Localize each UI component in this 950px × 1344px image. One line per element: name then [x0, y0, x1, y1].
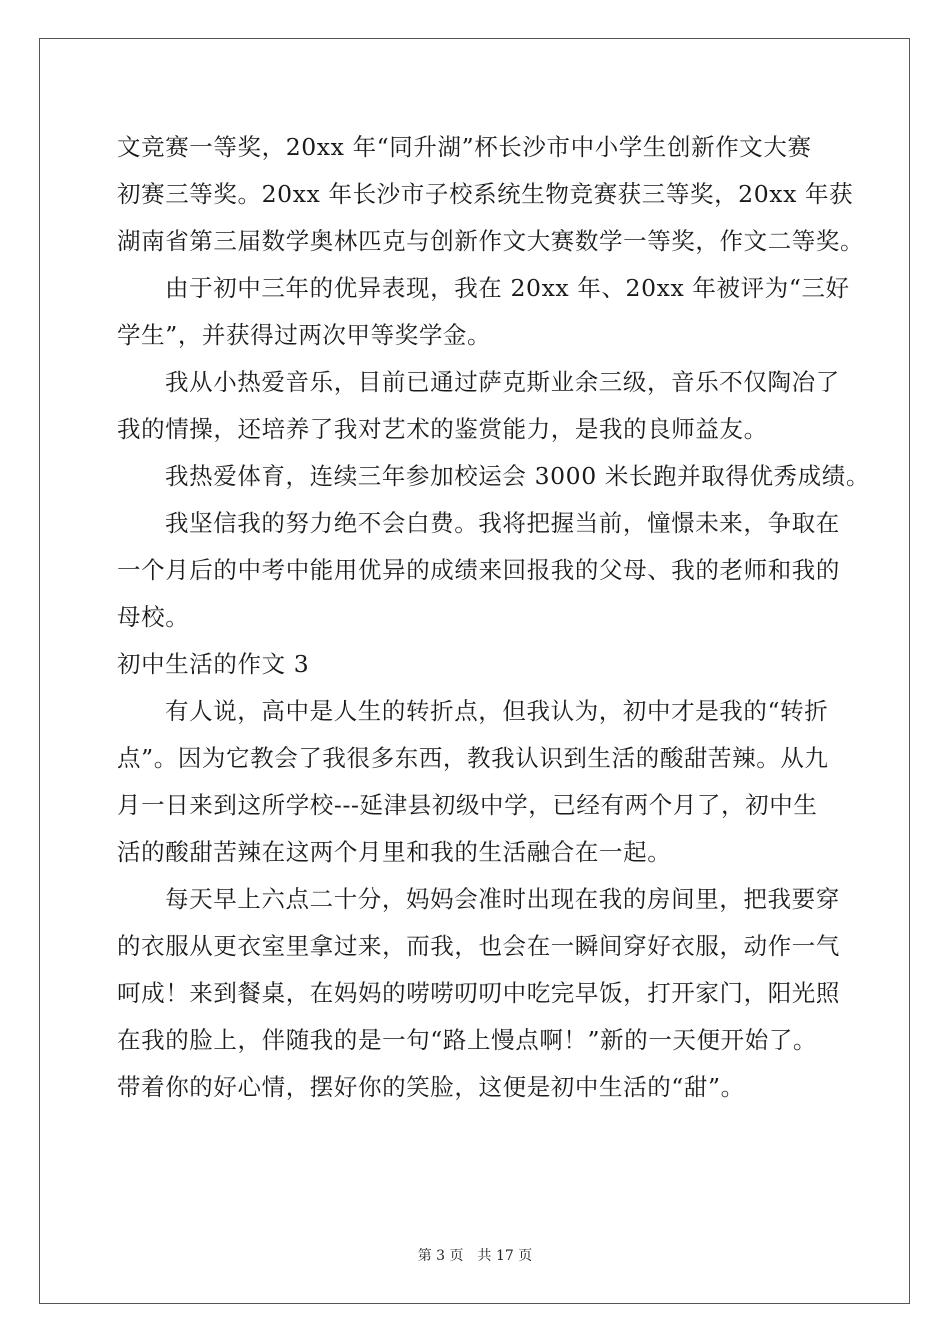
text-line: 点”。因为它教会了我很多东西，教我认识到生活的酸甜苦辣。从九: [117, 744, 829, 772]
text-line: 母校。: [117, 603, 190, 631]
text-line: 每天早上六点二十分，妈妈会准时出现在我的房间里，把我要穿: [165, 885, 840, 913]
paragraph: [117, 265, 850, 359]
text-line: 初赛三等奖。20xx 年长沙市子校系统生物竞赛获三等奖，20xx 年获: [117, 180, 854, 208]
text-line: 湖南省第三届数学奥林匹克与创新作文大赛数学一等奖，作文二等奖。: [117, 227, 865, 255]
text-line: 带着你的好心情，摆好你的笑脸，这便是初中生活的“甜”。: [117, 1073, 745, 1101]
paragraph: [117, 124, 865, 265]
page-footer: [0, 1245, 950, 1265]
text-line: 我从小热爱音乐，目前已通过萨克斯业余三级，音乐不仅陶冶了: [165, 368, 840, 396]
paragraph: [117, 500, 840, 641]
paragraph: [117, 359, 840, 453]
section-heading: [117, 641, 837, 688]
text-line: 月一日来到这所学校---延津县初级中学，已经有两个月了，初中生: [117, 791, 818, 819]
text-line: 学生”，并获得过两次甲等奖学金。: [117, 321, 492, 349]
text-line: 文竞赛一等奖，20xx 年“同升湖”杯长沙市中小学生创新作文大赛: [117, 133, 812, 161]
paragraph: [117, 688, 837, 876]
page-number: 第 3 页: [417, 1248, 464, 1264]
paragraph: [117, 453, 870, 500]
total-pages: 共 17 页: [477, 1248, 533, 1264]
text-line: 有人说，高中是人生的转折点，但我认为，初中才是我的“转折: [165, 697, 829, 725]
text-line: 的衣服从更衣室里拿过来，而我，也会在一瞬间穿好衣服，动作一气: [117, 932, 840, 960]
text-line: 我的情操，还培养了我对艺术的鉴赏能力，是我的良师益友。: [117, 415, 768, 443]
document-body: [117, 124, 870, 1111]
text-line: 一个月后的中考中能用优异的成绩来回报我的父母、我的老师和我的: [117, 556, 840, 584]
text-line: 呵成！来到餐桌，在妈妈的唠唠叨叨中吃完早饭，打开家门，阳光照: [117, 979, 840, 1007]
text-line: 在我的脸上，伴随我的是一句“路上慢点啊！”新的一天便开始了。: [117, 1026, 818, 1054]
text-line: 活的酸甜苦辣在这两个月里和我的生活融合在一起。: [117, 838, 672, 866]
paragraph: [117, 876, 840, 1111]
text-line: 我热爱体育，连续三年参加校运会 3000 米长跑并取得优秀成绩。: [165, 462, 870, 490]
text-line: 初中生活的作文 3: [117, 650, 310, 678]
text-line: 由于初中三年的优异表现，我在 20xx 年、20xx 年被评为“三好: [165, 274, 850, 302]
text-line: 我坚信我的努力绝不会白费。我将把握当前，憧憬未来，争取在: [165, 509, 840, 537]
